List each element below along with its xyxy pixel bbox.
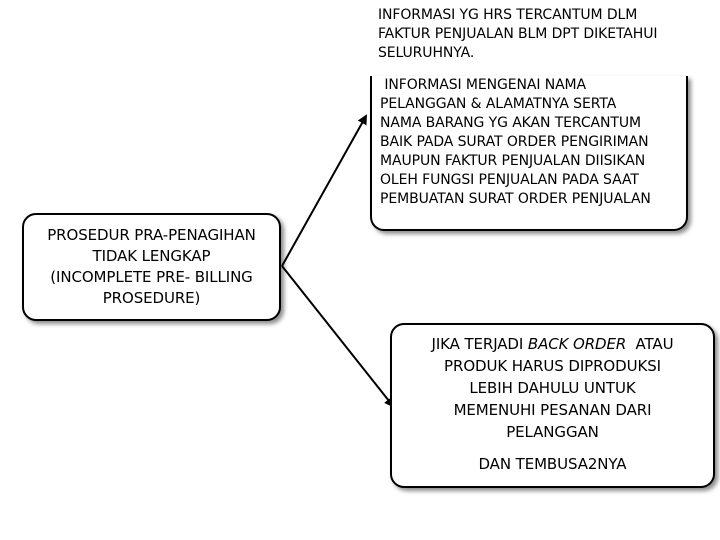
top-box-header bbox=[378, 6, 698, 63]
back-order-emphasis: BACK ORDER bbox=[527, 335, 627, 353]
bottom-box-footer: DAN TEMBUSA2NYA bbox=[478, 455, 627, 473]
bottom-box-line: LEBIH DAHULU UNTUK bbox=[469, 379, 636, 397]
top-body-line: INFORMASI MENGENAI NAMA bbox=[380, 77, 587, 93]
left-box-line: PROSEDUR PRA-PENAGIHAN bbox=[47, 226, 256, 244]
top-body-line: BAIK PADA SURAT ORDER PENGIRIMAN bbox=[380, 134, 649, 150]
top-body-line: NAMA BARANG YG AKAN TERCANTUM bbox=[380, 115, 641, 131]
top-body-line: PEMBUATAN SURAT ORDER PENJUALAN bbox=[380, 191, 651, 207]
bottom-box-line: PELANGGAN bbox=[506, 423, 599, 441]
left-box-line: (INCOMPLETE PRE- BILLING bbox=[50, 268, 253, 286]
top-header-line: SELURUHNYA. bbox=[378, 45, 475, 61]
bottom-box-spacer bbox=[398, 443, 707, 453]
top-header-line: INFORMASI YG HRS TERCANTUM DLM bbox=[378, 7, 638, 23]
arrow-to-bottom-box bbox=[282, 266, 393, 406]
bottom-line-first bbox=[398, 333, 707, 355]
left-box-line: PROSEDURE) bbox=[102, 289, 201, 307]
left-procedure-box bbox=[22, 213, 281, 321]
left-box-line: TIDAK LENGKAP bbox=[92, 247, 211, 265]
top-header-line: FAKTUR PENJUALAN BLM DPT DIKETAHUI bbox=[378, 26, 658, 42]
bottom-line-suffix: ATAU bbox=[626, 335, 674, 353]
top-body-line: MAUPUN FAKTUR PENJUALAN DIISIKAN bbox=[380, 153, 646, 169]
arrow-to-top-box bbox=[282, 116, 366, 266]
bottom-box-line: MEMENUHI PESANAN DARI bbox=[453, 401, 652, 419]
bottom-box-line: PRODUK HARUS DIPRODUKSI bbox=[444, 357, 661, 375]
top-body-line: PELANGGAN & ALAMATNYA SERTA bbox=[380, 96, 617, 112]
bottom-backorder-box bbox=[390, 323, 715, 488]
bottom-line-prefix: JIKA TERJADI bbox=[431, 335, 528, 353]
top-info-box bbox=[370, 76, 688, 231]
top-body-line: OLEH FUNGSI PENJUALAN PADA SAAT bbox=[380, 172, 639, 188]
